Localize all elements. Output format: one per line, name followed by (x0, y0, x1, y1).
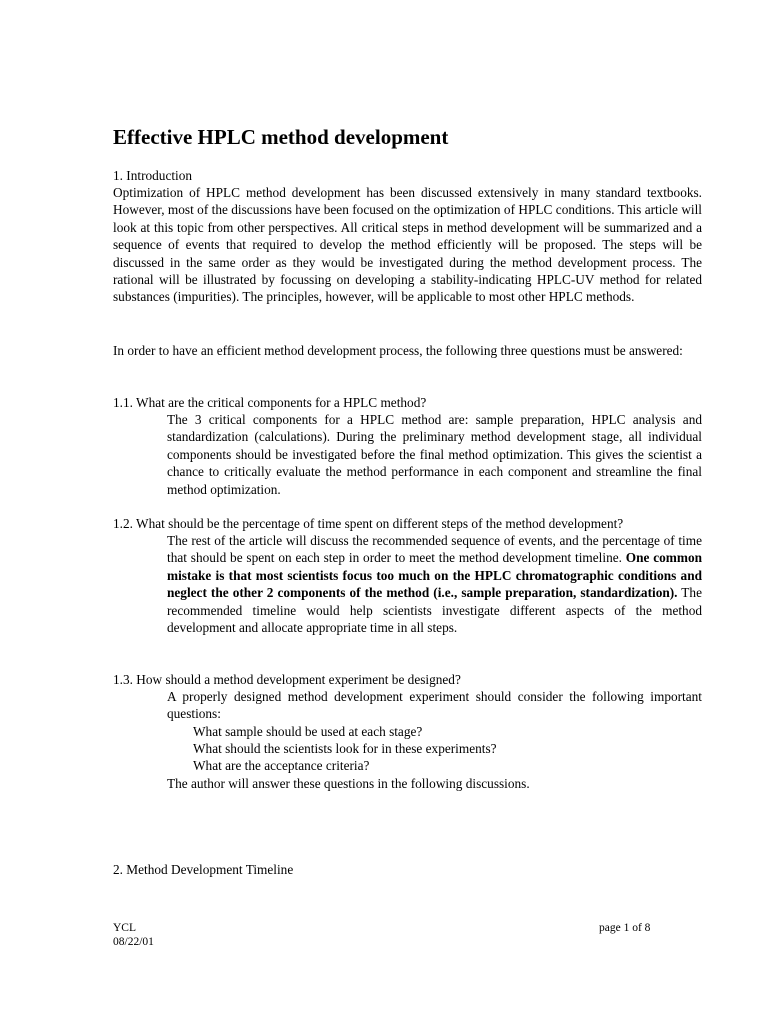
footer-author: YCL (113, 922, 136, 934)
section-2-heading: 2. Method Development Timeline (113, 862, 294, 877)
question-1-2-heading: 1.2. What should be the percentage of time spent on different steps of the method development? (113, 516, 624, 531)
question-1-3-heading: 1.3. How should a method development experiment be designed? (113, 672, 461, 687)
question-1-3-closing: The author will answer these questions in the following discussions. (167, 776, 530, 791)
question-1-1-body: The 3 critical components for a HPLC method are: sample preparation, HPLC analysis and standardization (calculations). During the preliminary method development stage, all individual components should be investigated before the final method optimization. This gives the scientist a chance to critically evaluate the method performance in each component and streamline the final method optimization. (167, 412, 702, 497)
intro-paragraph: Optimization of HPLC method development has been discussed extensively in many standard textbooks. However, most of the discussions have been focused on the optimization of HPLC conditions. This article will look at this topic from other perspectives. All critical steps in method development will be summarized and a sequence of events that required to develop the method efficiently will be proposed. The steps will be discussed in the same order as they would be investigated during the method development process. The rational will be illustrated by focussing on developing a stability-indicating HPLC-UV method for related substances (impurities). The principles, however, will be applicable to most other HPLC methods. (113, 185, 702, 305)
questions-lead-paragraph: In order to have an efficient method development process, the following three questions must be answered: (113, 343, 683, 358)
section-1-heading: 1. Introduction (113, 168, 193, 183)
design-question-1: What sample should be used at each stage? (193, 724, 423, 739)
question-1-2-body-end: The recommended timeline would help scientists investigate different aspects of the method development and allocate appropriate time in all steps. (167, 585, 702, 636)
question-1-2-body-start: The rest of the article will discuss the recommended sequence of events, and the percentage of time that should be spent on each step in order to meet the method development timeline. (167, 533, 702, 566)
document-title: Effective HPLC method development (113, 125, 449, 149)
footer-date: 08/22/01 (113, 936, 154, 948)
design-question-3: What are the acceptance criteria? (193, 758, 370, 773)
question-1-2-body (167, 532, 702, 636)
question-1-1-heading: 1.1. What are the critical components for a HPLC method? (113, 395, 427, 410)
design-question-2: What should the scientists look for in these experiments? (193, 741, 497, 756)
question-1-2-body-bold: One common mistake is that most scientists focus too much on the HPLC chromatographic conditions and neglect the other 2 components of the method (i.e., sample preparation, standardization). (167, 550, 702, 601)
footer-page-number: page 1 of 8 (599, 922, 651, 934)
question-1-3-intro: A properly designed method development experiment should consider the following important questions: (167, 689, 702, 722)
